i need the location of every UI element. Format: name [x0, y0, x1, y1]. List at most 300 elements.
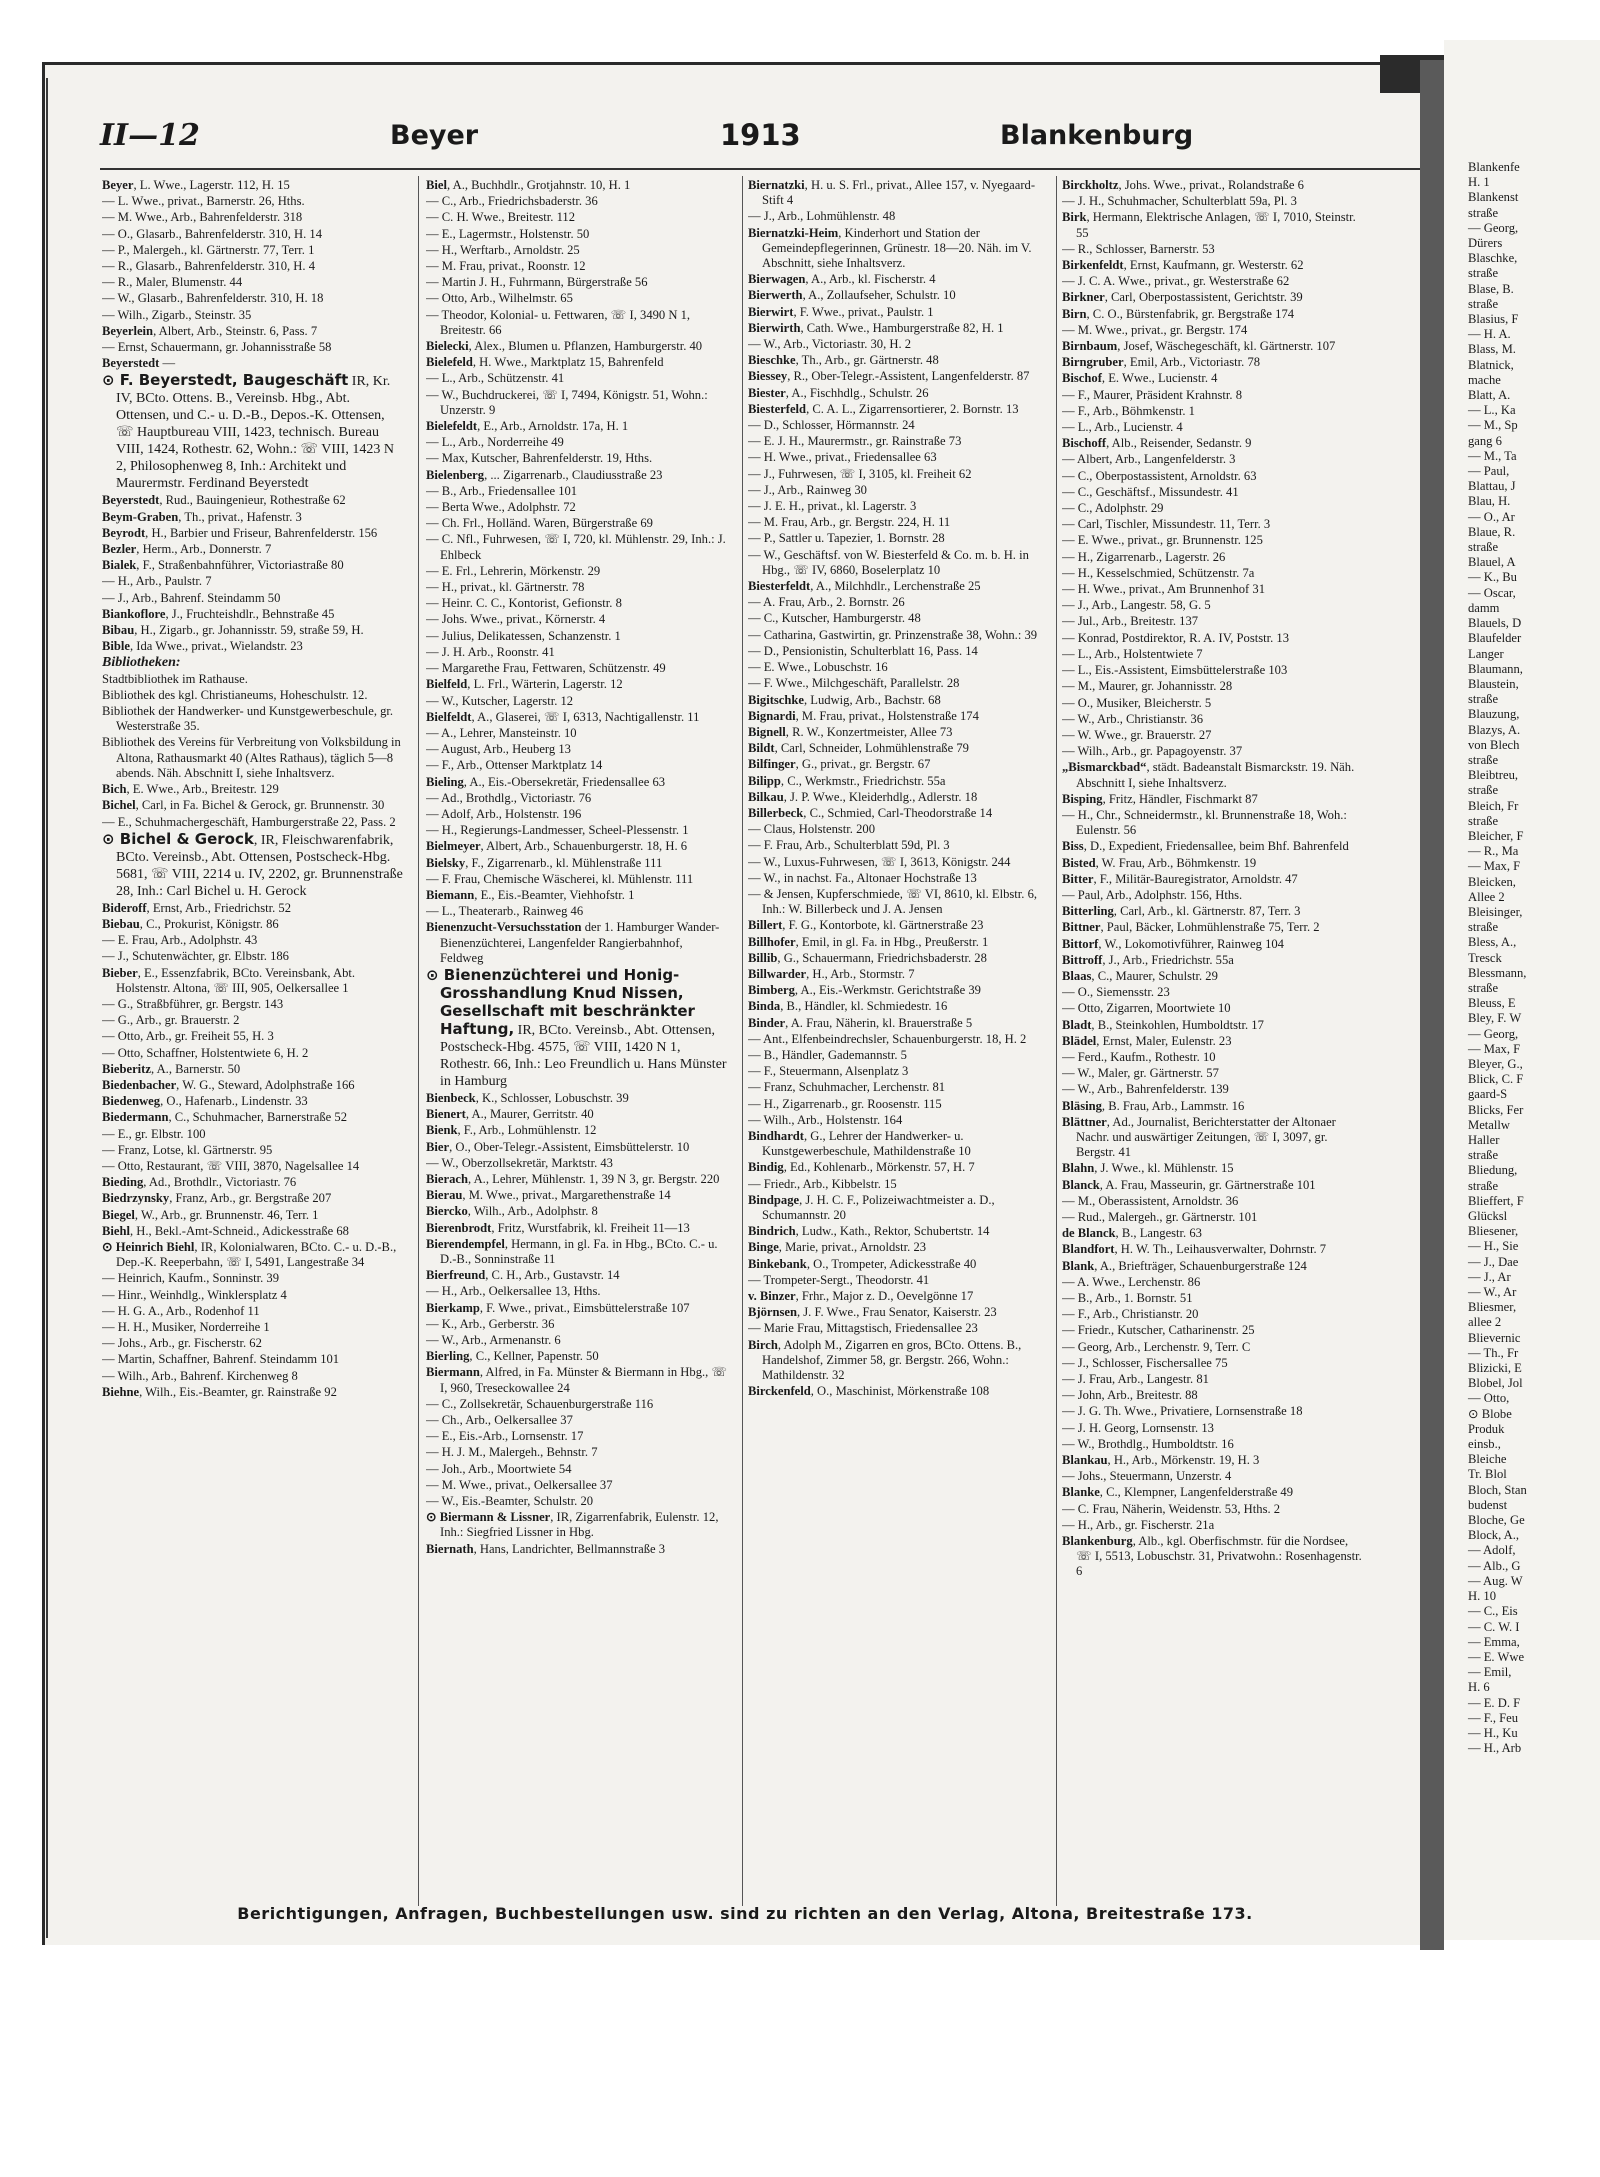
directory-entry: [426, 791, 728, 806]
directory-entry: [1062, 760, 1364, 790]
directory-entry: [1062, 985, 1364, 1000]
entry-name: Binder: [748, 1015, 786, 1030]
directory-entry: [1062, 744, 1364, 759]
next-page-line: — C. W. I: [1468, 1619, 1520, 1634]
directory-entry: [102, 1288, 404, 1303]
directory-entry: [748, 676, 1050, 691]
entry-name: Björnsen: [748, 1305, 797, 1320]
directory-entry: [102, 655, 404, 670]
entry-name: Binge: [748, 1240, 779, 1255]
entry-details: , Johs. Wwe., privat., Rolandstraße 6: [1118, 178, 1304, 192]
entry-details: — E., Lagermstr., Holstenstr. 50: [426, 226, 590, 241]
entry-details: , A., Eis.-Obersekretär, Friedensallee 63: [463, 774, 666, 789]
directory-column-3: [748, 178, 1050, 1898]
directory-entry: [102, 194, 404, 209]
entry-details: — C. Nfl., Fuhrwesen, ☏ I, 720, kl. Mühlenstr. 29, Inh.: J. Ehlbeck: [426, 532, 726, 562]
directory-entry: [1062, 1001, 1364, 1016]
entry-details: , J. H. C. F., Polizeiwachtmeister a. D., Schumannstr. 20: [762, 1192, 995, 1222]
directory-entry: [1062, 1115, 1364, 1161]
column-divider: [418, 176, 419, 1906]
entry-details: — W., Arb., Victoriastr. 30, H. 2: [748, 337, 912, 352]
entry-name: Bischoff: [1062, 436, 1107, 451]
entry-details: — H., Regierungs-Landmesser, Scheel-Plessenstr. 1: [426, 823, 689, 838]
entry-details: — Martin J. H., Fuhrmann, Bürgerstraße 56: [426, 275, 648, 290]
entry-details: , L. Wwe., Lagerstr. 112, H. 15: [133, 178, 290, 192]
entry-details: , B., Steinkohlen, Humboldtstr. 17: [1091, 1017, 1264, 1032]
entry-name: ⊙ Biermann & Lissner: [426, 1510, 551, 1525]
entry-name: Biankoflore: [102, 606, 166, 621]
entry-details: , H. u. S. Frl., privat., Allee 157, v. Nyegaard-Stift 4: [762, 178, 1036, 208]
entry-details: , Fritz, Wurstfabrik, kl. Freiheit 11—13: [491, 1220, 690, 1235]
entry-details: , IR, Zigarrenfabrik, Eulenstr. 12, Inh.: Siegfried Lissner in Hbg.: [440, 1510, 719, 1540]
entry-details: , Albert, Arb., Steinstr. 6, Pass. 7: [153, 323, 318, 338]
directory-column-4: [1062, 178, 1364, 1898]
next-page-line: straße: [1468, 692, 1499, 707]
entry-name: Biedermann: [102, 1110, 169, 1125]
next-page-line: H. 1: [1468, 175, 1490, 190]
entry-details: , A. Frau, Näherin, kl. Brauerstraße 5: [785, 1015, 973, 1030]
directory-entry: [748, 1016, 1050, 1031]
directory-entry: [102, 688, 404, 703]
entry-details: — Berta Wwe., Adolphstr. 72: [426, 500, 576, 515]
directory-entry: [748, 1289, 1050, 1304]
directory-entry: [426, 291, 728, 306]
entry-details: — H., Werftarb., Arnoldstr. 25: [426, 242, 580, 257]
entry-details: — E. Wwe., Lobuschstr. 16: [748, 660, 888, 675]
directory-entry: [748, 1384, 1050, 1399]
directory-entry: [748, 515, 1050, 530]
directory-entry: [426, 856, 728, 871]
next-page-line: mache: [1468, 372, 1501, 387]
entry-details: , städt. Badeanstalt Bismarckstr. 19. Näh. Abschnitt I, siehe Inhaltsverz.: [1076, 760, 1355, 790]
directory-entry: [426, 694, 728, 709]
entry-name: Birckholtz: [1062, 178, 1119, 192]
next-page-line: Blasius, F: [1468, 312, 1519, 327]
next-page-line: — O., Ar: [1468, 509, 1515, 524]
entry-name: Bindig: [748, 1160, 784, 1175]
entry-name: Beym-Graben: [102, 509, 179, 524]
next-page-line: — H., Sie: [1468, 1239, 1519, 1254]
entry-details: , Carl, Arb., kl. Gärtnerstr. 87, Terr. 3: [1113, 904, 1301, 919]
directory-entry: [102, 1224, 404, 1239]
directory-entry: [102, 782, 404, 797]
entry-details: , A., Briefträger, Schauenburgerstraße 124: [1094, 1258, 1307, 1273]
directory-entry: [102, 1271, 404, 1286]
directory-entry: [102, 574, 404, 589]
entry-name: Bieding: [102, 1175, 144, 1190]
next-page-line: Blaumann,: [1468, 661, 1523, 676]
entry-details: —: [159, 356, 176, 371]
next-page-line: — H., Ku: [1468, 1725, 1518, 1740]
entry-details: — J. Frau, Arb., Langestr. 81: [1062, 1372, 1209, 1387]
entry-name: Bittner: [1062, 920, 1101, 935]
directory-entry: [748, 1273, 1050, 1288]
next-page-line: gang 6: [1468, 433, 1502, 448]
entry-details: — H. J. M., Malergeh., Behnstr. 7: [426, 1445, 598, 1460]
directory-entry: [1062, 210, 1364, 240]
entry-details: , Wilh., Arb., Adolphstr. 8: [467, 1204, 598, 1219]
directory-entry: [426, 920, 728, 966]
directory-entry: [102, 542, 404, 557]
entry-name: Bibliotheken:: [102, 655, 181, 671]
entry-details: Bibliothek des Vereins für Verbreitung von Volksbildung in Altona, Rathausmarkt 40 (Altes Rathaus), täglich 5—8 abends. Näh. Abschnitt I, siehe Inhaltsverz.: [102, 735, 401, 780]
directory-entry: [1062, 1307, 1364, 1322]
directory-entry: [1062, 1066, 1364, 1081]
directory-entry: [102, 493, 404, 508]
entry-name: Bisted: [1062, 855, 1096, 870]
entry-details: — E. Frl., Lehrerin, Mörkenstr. 29: [426, 563, 601, 578]
next-page-line: Bleyer, G.,: [1468, 1056, 1523, 1071]
directory-entry: [102, 275, 404, 290]
entry-name: Biernatzki-Heim: [748, 225, 839, 240]
entry-name: Bielefeldt: [426, 419, 478, 434]
entry-details: , M. Wwe., privat., Margarethenstraße 14: [462, 1188, 671, 1203]
entry-details: , Adolph M., Zigarren en gros, BCto. Ottens. B., Handelshof, Zimmer 58, gr. Bergstr. 266, Wohn.: Mathildenstr. 32: [762, 1337, 1022, 1383]
next-page-line: budenst: [1468, 1497, 1508, 1512]
next-page-line: Blievernic: [1468, 1330, 1521, 1345]
directory-entry: [1062, 485, 1364, 500]
entry-details: — A., Lehrer, Mansteinstr. 10: [426, 725, 577, 740]
entry-details: — F., Arb., Christianstr. 20: [1062, 1307, 1199, 1322]
entry-name: Bischof: [1062, 371, 1102, 386]
entry-details: — L., Eis.-Assistent, Eimsbüttelerstraße 103: [1062, 663, 1288, 678]
directory-entry: [1062, 1242, 1364, 1257]
next-page-line: — J., Dae: [1468, 1254, 1519, 1269]
directory-entry: [426, 484, 728, 499]
entry-details: , J. Wwe., kl. Mühlenstr. 15: [1094, 1161, 1234, 1176]
entry-details: , E., Essenzfabrik, BCto. Vereinsbank, Abt. Holstenstr. Altona, ☏ III, 905, Oelkersallee 1: [116, 965, 356, 995]
directory-entry: [426, 807, 728, 822]
next-page-line: Bloch, Stan: [1468, 1482, 1527, 1497]
entry-name: ⊙ Heinrich Biehl: [102, 1239, 195, 1254]
directory-entry: [748, 935, 1050, 950]
directory-entry: [748, 386, 1050, 401]
entry-details: , C., Kellner, Papenstr. 50: [469, 1349, 599, 1364]
directory-entry: [748, 1160, 1050, 1175]
next-page-line: straße: [1468, 266, 1499, 281]
entry-details: , C., Schuhmacher, Barnerstraße 52: [168, 1110, 348, 1125]
next-page-line: — Emil,: [1468, 1665, 1512, 1680]
entry-details: — F., Arb., Böhmkenstr. 1: [1062, 403, 1195, 418]
next-page-line: Blass, M.: [1468, 342, 1516, 357]
next-page-line: Allee 2: [1468, 889, 1505, 904]
directory-entry: [426, 371, 728, 386]
directory-entry: [102, 1385, 404, 1400]
directory-entry: [748, 757, 1050, 772]
directory-entry: [102, 901, 404, 916]
directory-entry: [426, 339, 728, 354]
entry-details: — J., Fuhrwesen, ☏ I, 3105, kl. Freiheit 62: [748, 466, 972, 481]
directory-entry: [426, 823, 728, 838]
entry-details: — C., Kutscher, Hamburgerstr. 48: [748, 611, 921, 626]
entry-details: — F. Wwe., Milchgeschäft, Parallelstr. 28: [748, 676, 960, 691]
entry-name: Bierling: [426, 1349, 470, 1364]
entry-details: — H., Arb., Oelkersallee 13, Hths.: [426, 1284, 601, 1299]
entry-details: — C., Zollsekretär, Schauenburgerstraße 116: [426, 1396, 654, 1411]
entry-name: Birkner: [1062, 290, 1105, 305]
entry-details: , C. O., Bürstenfabrik, gr. Bergstraße 174: [1086, 306, 1295, 321]
directory-entry: [426, 872, 728, 887]
entry-name: Binda: [748, 999, 781, 1014]
entry-name: Bilfinger: [748, 757, 796, 772]
directory-entry: [426, 227, 728, 242]
entry-details: — R., Maler, Blumenstr. 44: [102, 275, 243, 290]
entry-details: , C., Klempner, Langenfelderstraße 49: [1099, 1485, 1294, 1500]
next-page-line: straße: [1468, 1148, 1499, 1163]
entry-details: , W. Frau, Arb., Böhmkenstr. 19: [1095, 855, 1257, 870]
directory-entry: [426, 629, 728, 644]
directory-entry: [426, 210, 728, 225]
directory-entry: [102, 1110, 404, 1125]
entry-details: — W., Buchdruckerei, ☏ I, 7494, Königstr. 51, Wohn.: Unzerstr. 9: [426, 387, 708, 417]
entry-details: , O., Hafenarb., Lindenstr. 33: [160, 1094, 308, 1109]
entry-details: , H., Arb., Stormstr. 7: [806, 966, 915, 981]
entry-details: — Johs., Arb., gr. Fischerstr. 62: [102, 1336, 262, 1351]
entry-details: — Friedr., Arb., Kibbelstr. 15: [748, 1176, 897, 1191]
next-page-line: Blaue, R.: [1468, 524, 1516, 539]
directory-entry: [426, 564, 728, 579]
entry-details: — Ant., Elfenbeindrechsler, Schauenburgerstr. 18, H. 2: [748, 1031, 1027, 1046]
entry-details: — F., Steuermann, Alsenplatz 3: [748, 1064, 909, 1079]
entry-name: Birn: [1062, 306, 1087, 321]
directory-entry: [748, 321, 1050, 336]
entry-name: Bierach: [426, 1171, 468, 1186]
entry-name: Bierwirth: [748, 320, 801, 335]
directory-entry: [748, 693, 1050, 708]
entry-name: Biss: [1062, 839, 1084, 854]
entry-details: , Ernst, Kaufmann, gr. Westerstr. 62: [1123, 258, 1304, 273]
directory-entry: [102, 672, 404, 687]
next-page-line: — M., Sp: [1468, 418, 1518, 433]
entry-details: , Marie, privat., Arnoldstr. 23: [778, 1240, 927, 1255]
directory-entry: [426, 888, 728, 903]
entry-details: , H., Barbier und Friseur, Bahrenfelderstr. 156: [145, 525, 378, 540]
directory-entry: [426, 904, 728, 919]
directory-entry: [748, 579, 1050, 594]
next-page-line: Blattau, J: [1468, 479, 1516, 494]
entry-details: — H., Zigarrenarb., Lagerstr. 26: [1062, 549, 1226, 564]
entry-details: der 1. Hamburger Wander-Bienenzüchterei, Langenfelder Rangierbahnhof, Feldweg: [440, 920, 720, 965]
next-page-line: Bleich, Fr: [1468, 798, 1519, 813]
directory-entry: [1062, 598, 1364, 613]
directory-entry: [1062, 469, 1364, 484]
entry-name: Bieberitz: [102, 1061, 151, 1076]
directory-entry: [102, 558, 404, 573]
directory-entry: [748, 1177, 1050, 1192]
entry-name: Bignardi: [748, 708, 796, 723]
entry-details: — J. H., Schuhmacher, Schulterblatt 59a, Pl. 3: [1062, 194, 1297, 209]
directory-entry: [102, 1159, 404, 1174]
entry-details: , W., Lokomotivführer, Rainweg 104: [1098, 936, 1284, 951]
entry-name: Blättner: [1062, 1114, 1107, 1129]
next-page-line: — M., Ta: [1468, 448, 1517, 463]
entry-name: Biercko: [426, 1204, 468, 1219]
directory-entry: [426, 1365, 728, 1395]
directory-entry: [102, 1369, 404, 1384]
directory-entry: [1062, 1210, 1364, 1225]
next-page-line: Tresck: [1468, 950, 1502, 965]
directory-entry: [426, 532, 728, 562]
directory-entry: [1062, 1259, 1364, 1274]
directory-entry: [748, 918, 1050, 933]
directory-entry: [102, 1175, 404, 1190]
next-page-line: H. 10: [1468, 1589, 1496, 1604]
entry-name: Billhofer: [748, 934, 796, 949]
directory-entry: [102, 210, 404, 225]
entry-name: Bilkau: [748, 789, 784, 804]
entry-name: Bierkamp: [426, 1300, 480, 1315]
entry-name: Bienk: [426, 1123, 458, 1138]
directory-entry: [1062, 1323, 1364, 1338]
directory-entry: [1062, 728, 1364, 743]
next-page-line: Blessmann,: [1468, 965, 1527, 980]
entry-name: Blanke: [1062, 1485, 1100, 1500]
entry-name: Beyerstedt: [102, 356, 160, 371]
entry-details: — & Jensen, Kupferschmiede, ☏ VI, 8610, kl. Elbstr. 6, Inh.: W. Billerbeck und J. A. Jensen: [748, 886, 1038, 917]
directory-entry: [748, 611, 1050, 626]
next-page-line: Blobel, Jol: [1468, 1376, 1523, 1391]
directory-entry: [102, 340, 404, 355]
entry-details: , Alex., Blumen u. Pflanzen, Hamburgerstr. 40: [468, 339, 703, 354]
next-page-line: — W., Ar: [1468, 1285, 1517, 1300]
directory-entry: [426, 1429, 728, 1444]
directory-entry: [426, 1317, 728, 1332]
directory-entry: [102, 243, 404, 258]
directory-entry: [102, 798, 404, 813]
directory-entry: [426, 419, 728, 434]
entry-details: — H. Wwe., privat., Friedensallee 63: [748, 450, 937, 465]
entry-name: Biegel: [102, 1207, 135, 1222]
entry-details: — Franz, Lotse, kl. Gärtnerstr. 95: [102, 1142, 273, 1157]
directory-entry: [748, 660, 1050, 675]
entry-details: , H. W. Th., Leihausverwalter, Dohrnstr. 7: [1114, 1242, 1327, 1257]
directory-entry: [1062, 872, 1364, 887]
entry-details: , G., Lehrer der Handwerker- u. Kunstgewerbeschule, Mathildenstraße 10: [762, 1128, 971, 1159]
entry-details: — E. Wwe., privat., gr. Brunnenstr. 125: [1062, 533, 1263, 548]
next-page-line: straße: [1468, 980, 1499, 995]
entry-details: , Alb., Reisender, Sedanstr. 9: [1106, 436, 1252, 451]
entry-name: Billwarder: [748, 966, 807, 981]
entry-details: — M. Wwe., privat., Oelkersallee 37: [426, 1477, 613, 1492]
entry-details: — J. E. H., privat., kl. Lagerstr. 3: [748, 499, 917, 514]
directory-entry: [1062, 436, 1364, 451]
directory-entry: [426, 243, 728, 258]
entry-details: , H., Arb., Mörkenstr. 19, H. 3: [1107, 1453, 1260, 1468]
next-page-line: Bliedung,: [1468, 1163, 1518, 1178]
entry-name: Bienbeck: [426, 1090, 476, 1105]
directory-entry: [102, 1208, 404, 1223]
entry-name: Bignell: [748, 724, 786, 739]
directory-entry: [102, 1304, 404, 1319]
entry-details: — Friedr., Kutscher, Catharinenstr. 25: [1062, 1323, 1255, 1338]
directory-entry: [426, 758, 728, 773]
entry-details: — H., Arb., gr. Fischerstr. 21a: [1062, 1517, 1215, 1532]
directory-entry: [1062, 679, 1364, 694]
next-page-line: Langer: [1468, 646, 1504, 661]
directory-entry: [426, 500, 728, 515]
entry-name: Bildt: [748, 741, 775, 756]
entry-details: — C. Frau, Näherin, Weidenstr. 53, Hths. 2: [1062, 1501, 1281, 1516]
entry-name: Bielfeldt: [426, 709, 472, 724]
next-page-line: — Max, F: [1468, 1041, 1521, 1056]
directory-entry: [426, 1510, 728, 1540]
directory-entry: [102, 735, 404, 781]
entry-name: Bitterling: [1062, 904, 1114, 919]
entry-details: — M. Wwe., privat., gr. Bergstr. 174: [1062, 322, 1248, 337]
entry-details: — Adolf, Arb., Holstenstr. 196: [426, 806, 582, 821]
directory-entry: [426, 178, 728, 193]
next-page-line: Block, A.,: [1468, 1528, 1520, 1543]
next-page-line: gaard-S: [1468, 1087, 1508, 1102]
entry-details: — C., Geschäftsf., Missundestr. 41: [1062, 484, 1239, 499]
entry-details: — Franz, Schuhmacher, Lerchenstr. 81: [748, 1080, 946, 1095]
entry-name: Beyrodt: [102, 525, 146, 540]
directory-entry: [426, 1462, 728, 1477]
entry-details: — L., Theaterarb., Rainweg 46: [426, 904, 584, 919]
entry-details: — E. Frau, Arb., Adolphstr. 43: [102, 933, 258, 948]
directory-entry: [748, 725, 1050, 740]
next-page-line: H. 6: [1468, 1680, 1490, 1695]
directory-column-1: [102, 178, 404, 1898]
directory-entry: [102, 1013, 404, 1028]
next-page-line: — Adolf,: [1468, 1543, 1516, 1558]
entry-details: , O., Trompeter, Adickesstraße 40: [806, 1256, 977, 1271]
next-page-line: Bleibtreu,: [1468, 768, 1519, 783]
entry-name: Biesterfeld: [748, 401, 807, 416]
entry-details: — Wilh., Arb., gr. Papagoyenstr. 37: [1062, 744, 1243, 759]
next-page-line: einsb.,: [1468, 1437, 1501, 1452]
directory-entry: [426, 1494, 728, 1509]
entry-name: Blankau: [1062, 1453, 1108, 1468]
entry-name: Bläsing: [1062, 1098, 1102, 1113]
entry-details: , Emil, Arb., Victoriastr. 78: [1123, 355, 1261, 370]
entry-details: , J. F. Wwe., Frau Senator, Kaiserstr. 23: [796, 1305, 997, 1320]
entry-details: — Georg, Arb., Lerchenstr. 9, Terr. C: [1062, 1339, 1251, 1354]
next-page-line: straße: [1468, 783, 1499, 798]
directory-entry: [1062, 614, 1364, 629]
entry-details: , Th., Arb., gr. Gärtnerstr. 48: [795, 353, 939, 368]
entry-name: Bladt: [1062, 1017, 1092, 1032]
entry-details: , Carl, Oberpostassistent, Gerichtstr. 39: [1104, 290, 1303, 305]
entry-details: — L., Arb., Schützenstr. 41: [426, 371, 565, 386]
entry-name: Bierfreund: [426, 1268, 486, 1283]
entry-details: , F., Militär-Bauregistrator, Arnoldstr. 47: [1093, 871, 1298, 886]
entry-name: Beyerstedt: [102, 493, 160, 508]
directory-entry: [426, 468, 728, 483]
entry-name: Bideroff: [102, 900, 147, 915]
entry-details: — W., Arb., Bahrenfelderstr. 139: [1062, 1082, 1229, 1097]
entry-name: Bialek: [102, 558, 137, 573]
entry-name: Bier: [426, 1139, 450, 1154]
entry-details: , IR, Kolonialwaren, BCto. C.- u. D.-B., Dep.-K. Reeperbahn, ☏ I, 5491, Langestraße 34: [116, 1239, 397, 1270]
directory-entry: [748, 709, 1050, 724]
directory-entry: [748, 595, 1050, 610]
entry-name: Birk: [1062, 210, 1087, 225]
directory-entry: [426, 742, 728, 757]
entry-details: , Herm., Arb., Donnerstr. 7: [136, 542, 272, 557]
directory-entry: [102, 933, 404, 948]
entry-details: , J. P. Wwe., Kleiderhdlg., Adlerstr. 18: [783, 789, 978, 804]
directory-entry: [1062, 1404, 1364, 1419]
entry-details: — M. Frau, Arb., gr. Bergstr. 224, H. 11: [748, 515, 951, 530]
directory-entry: [1062, 953, 1364, 968]
directory-entry: [102, 1240, 404, 1270]
directory-entry: [1062, 1099, 1364, 1114]
entry-details: — L., Arb., Lucienstr. 4: [1062, 420, 1183, 435]
directory-entry: [748, 467, 1050, 482]
header-year: 1913: [720, 118, 801, 152]
directory-entry: [426, 388, 728, 418]
